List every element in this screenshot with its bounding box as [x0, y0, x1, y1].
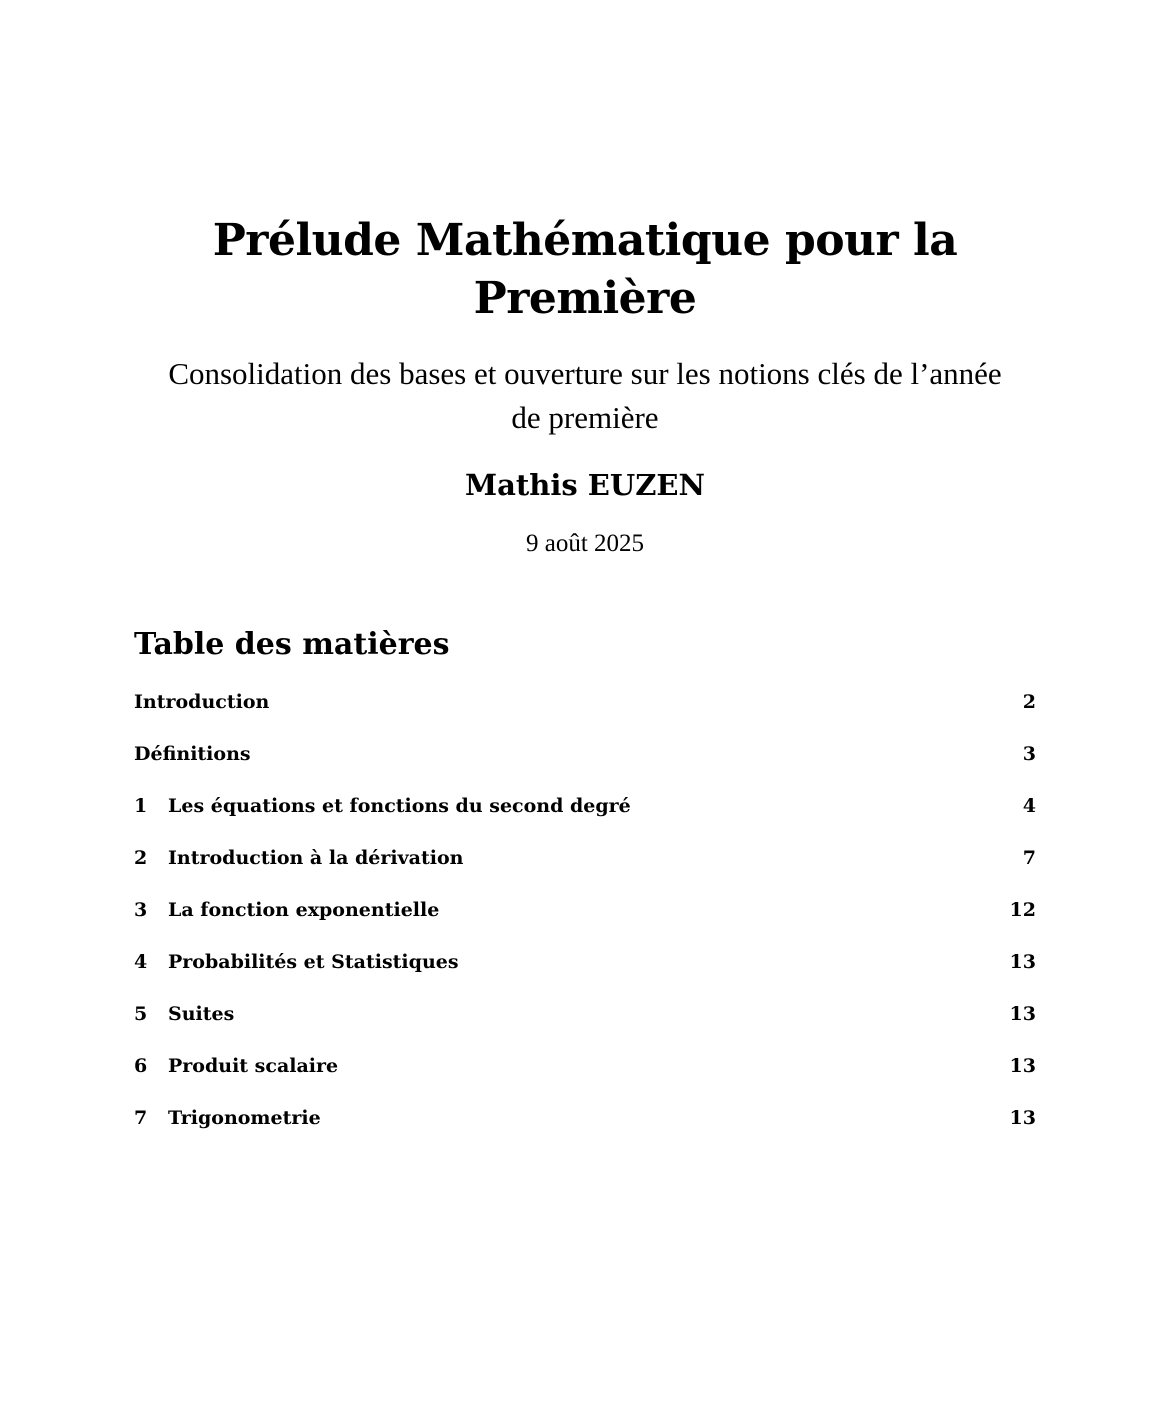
toc-entry-page: 7	[1022, 847, 1036, 869]
toc-entry-section-4[interactable]	[134, 944, 1036, 996]
toc-entry-page: 13	[1009, 1003, 1036, 1025]
toc-entry-page: 13	[1009, 1107, 1036, 1129]
document-date: 9 août 2025	[525, 530, 645, 557]
toc-entry-section-5[interactable]	[134, 996, 1036, 1048]
toc-entry-section-2[interactable]	[134, 840, 1036, 892]
toc-entry-number: 1	[134, 795, 148, 817]
toc-entry-label: Introduction	[134, 691, 270, 713]
document-title: Prélude Mathématique pour la Première	[212, 215, 958, 324]
toc-entry-number: 2	[134, 847, 148, 869]
toc-entry-page: 3	[1022, 743, 1036, 765]
toc-entry-page: 2	[1022, 691, 1036, 713]
toc-entry-label: Probabilités et Statistiques	[168, 951, 459, 973]
toc-entry-definitions[interactable]	[134, 736, 1036, 788]
toc-entry-section-3[interactable]	[134, 892, 1036, 944]
toc-entry-number: 3	[134, 899, 148, 921]
document-author: Mathis EUZEN	[465, 468, 705, 502]
toc-entry-number: 6	[134, 1055, 148, 1077]
toc-entry-label: Produit scalaire	[168, 1055, 339, 1077]
toc-entry-section-6[interactable]	[134, 1048, 1036, 1100]
toc-entry-label: Définitions	[134, 743, 251, 765]
toc-entry-page: 12	[1009, 899, 1036, 921]
toc-entry-label: Suites	[168, 1003, 235, 1025]
toc-entry-label: Trigonometrie	[168, 1107, 321, 1129]
toc-entry-page: 13	[1009, 951, 1036, 973]
toc-heading: Table des matières	[134, 627, 450, 662]
toc-entry-section-7[interactable]	[134, 1100, 1036, 1152]
toc-entry-section-1[interactable]	[134, 788, 1036, 840]
toc-entry-number: 5	[134, 1003, 148, 1025]
toc-entry-number: 4	[134, 951, 148, 973]
toc-entry-number: 7	[134, 1107, 148, 1129]
toc-entry-label: Les équations et fonctions du second degré	[168, 795, 631, 817]
toc-entry-label: Introduction à la dérivation	[168, 847, 464, 869]
toc-entry-introduction[interactable]	[134, 684, 1036, 736]
toc-entry-label: La fonction exponentielle	[168, 899, 440, 921]
table-of-contents	[134, 684, 1036, 1152]
toc-entry-page: 13	[1009, 1055, 1036, 1077]
document-subtitle: Consolidation des bases et ouverture sur les notions clés de l’année de première	[168, 356, 1002, 435]
toc-entry-page: 4	[1022, 795, 1036, 817]
